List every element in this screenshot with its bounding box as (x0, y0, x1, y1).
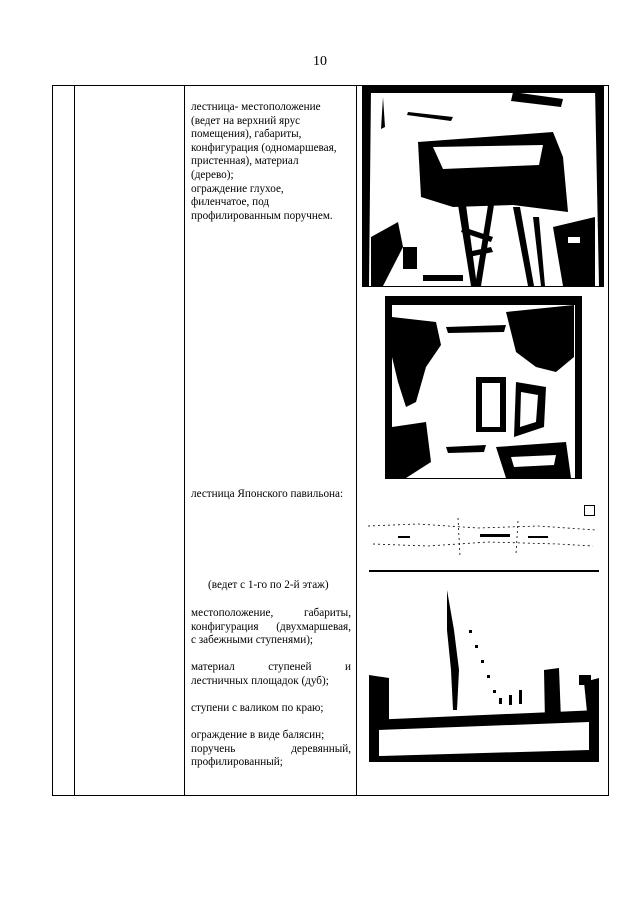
column-divider-3 (356, 86, 357, 795)
marker-square (584, 505, 595, 516)
document-table (52, 85, 609, 796)
text-line: ограждение глухое, (191, 182, 284, 195)
staircase-photo-3 (369, 570, 599, 762)
staircase-description-4: ступени с валиком по краю; (191, 702, 324, 714)
japanese-pavilion-heading: лестница Японского павильона: (191, 488, 344, 500)
text-line: пристенная), материал (191, 155, 299, 168)
text-line: филенчатое, под (191, 196, 270, 209)
text-line: местоположение, габариты, (191, 607, 351, 619)
text-line: с забежными ступенями); (191, 634, 314, 647)
text-line: ограждение в виде балясин; (191, 729, 325, 741)
staircase-photo-1 (362, 86, 604, 287)
staircase-description-2 (191, 607, 351, 648)
text-line: профилированным поручнем. (191, 209, 333, 222)
text-line: поручень деревянный, (191, 742, 351, 755)
page-number: 10 (313, 54, 327, 69)
text-line: конфигурация (двухмаршевая, (191, 620, 351, 633)
staircase-description-1 (191, 101, 351, 223)
staircase-description-5 (191, 729, 351, 770)
text-line: (дерево); (191, 168, 234, 181)
text-line: лестница- местоположение (191, 101, 321, 113)
staircase-photo-2 (385, 296, 582, 479)
japanese-pavilion-subheading: (ведет с 1-го по 2-й этаж) (208, 579, 329, 591)
staircase-description-3 (191, 661, 351, 688)
text-line: лестничных площадок (дуб); (191, 674, 329, 687)
column-divider-2 (184, 86, 185, 795)
text-line: материал ступеней и (191, 661, 351, 673)
text-line: профилированный; (191, 756, 283, 769)
text-line: конфигурация (одномаршевая, (191, 141, 337, 154)
staircase-drawing-strip (358, 506, 603, 566)
column-divider-1 (74, 86, 75, 795)
text-line: помещения), габариты, (191, 128, 302, 141)
text-line: (ведет на верхний ярус (191, 114, 301, 127)
